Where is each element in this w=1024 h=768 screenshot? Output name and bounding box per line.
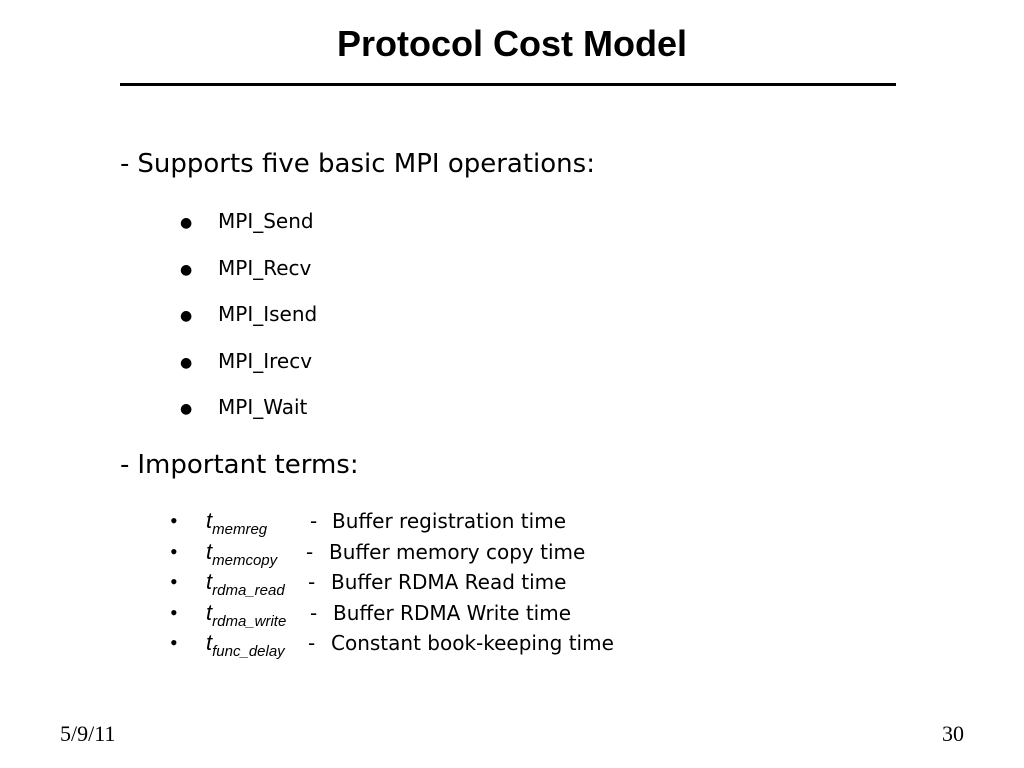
bullet-dot-icon: • bbox=[170, 630, 178, 655]
bullet-dot-icon: ● bbox=[180, 262, 193, 278]
term-item bbox=[170, 630, 810, 660]
term-symbol: $t_{memreg}$ bbox=[206, 508, 268, 538]
title-underline bbox=[120, 83, 896, 86]
term-symbol: $t_{memcopy}$ bbox=[206, 539, 278, 569]
section-terms-heading bbox=[120, 449, 359, 481]
term-item bbox=[170, 569, 810, 599]
term-subscript: rdma_write bbox=[212, 613, 287, 630]
term-description: Buffer RDMA Write time bbox=[333, 601, 571, 625]
term-description: Buffer RDMA Read time bbox=[331, 570, 567, 594]
term-subscript: func_delay bbox=[212, 643, 285, 660]
term-item bbox=[170, 600, 810, 630]
operation-label: MPI_Send bbox=[218, 209, 314, 233]
section-heading-text: Supports five basic MPI operations: bbox=[137, 149, 595, 179]
bullet-dot-icon: • bbox=[170, 600, 178, 625]
term-separator: - bbox=[310, 601, 318, 625]
term-separator: - bbox=[308, 631, 316, 655]
bullet-dot-icon: • bbox=[170, 539, 178, 564]
operation-label: MPI_Wait bbox=[218, 395, 308, 419]
term-separator: - bbox=[306, 540, 314, 564]
term-description: Buffer registration time bbox=[332, 509, 566, 533]
term-symbol: $t_{func\_delay}$ bbox=[206, 630, 285, 660]
bullet-dot-icon: ● bbox=[180, 215, 193, 231]
page-number: 30 bbox=[942, 721, 964, 746]
bullet-dot-icon: ● bbox=[180, 308, 193, 324]
operation-label: MPI_Isend bbox=[218, 302, 318, 326]
section-marker: - bbox=[120, 149, 130, 179]
operation-label: MPI_Irecv bbox=[218, 349, 313, 373]
section-heading-text: Important terms: bbox=[137, 450, 359, 480]
term-description: Buffer memory copy time bbox=[329, 540, 586, 564]
term-item bbox=[170, 508, 810, 538]
term-subscript: memreg bbox=[212, 521, 268, 538]
term-subscript: memcopy bbox=[212, 552, 278, 569]
term-item bbox=[170, 539, 810, 569]
footer-date: 5/9/11 bbox=[60, 721, 116, 746]
section-marker: - bbox=[120, 450, 130, 480]
term-separator: - bbox=[310, 509, 318, 533]
bullet-dot-icon: ● bbox=[180, 401, 193, 417]
term-subscript: rdma_read bbox=[212, 582, 285, 599]
bullet-dot-icon: • bbox=[170, 569, 178, 594]
bullet-dot-icon: ● bbox=[180, 355, 193, 371]
term-separator: - bbox=[308, 570, 316, 594]
section-operations-heading bbox=[120, 148, 595, 180]
slide-title: Protocol Cost Model bbox=[337, 23, 687, 64]
operation-label: MPI_Recv bbox=[218, 256, 312, 280]
term-symbol: $t_{rdma\_read}$ bbox=[206, 569, 285, 599]
term-symbol: $t_{rdma\_write}$ bbox=[206, 600, 287, 630]
term-description: Constant book-keeping time bbox=[331, 631, 614, 655]
bullet-dot-icon: • bbox=[170, 508, 178, 533]
